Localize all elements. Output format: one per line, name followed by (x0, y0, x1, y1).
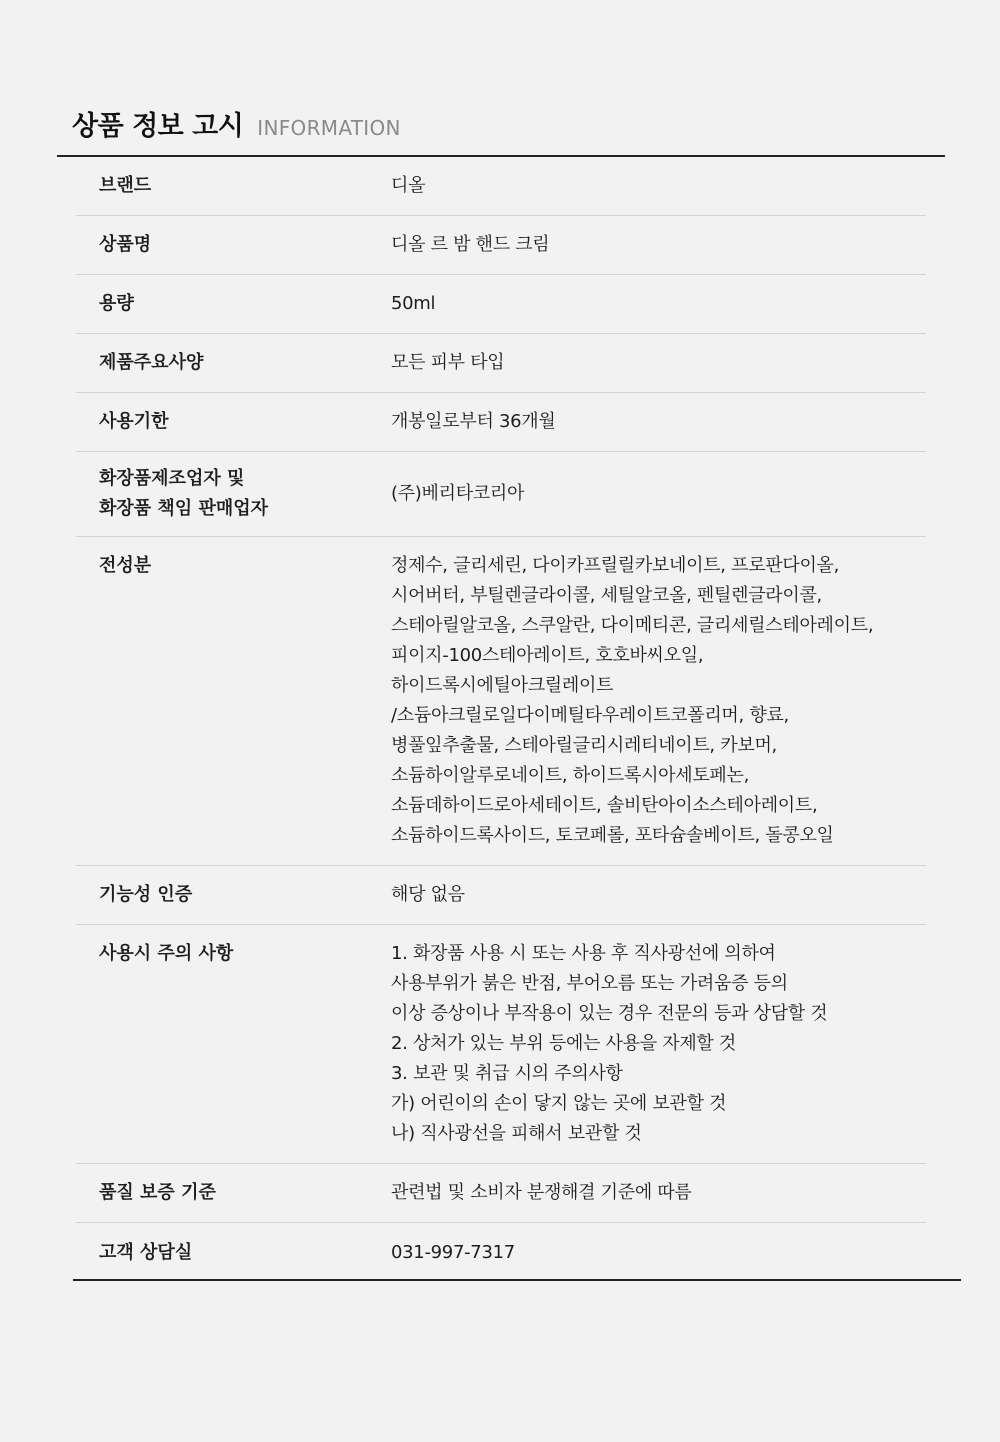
info-row-product-name (76, 216, 926, 275)
info-row-certification (76, 866, 926, 925)
page-header (72, 104, 401, 143)
info-row-main-spec (76, 334, 926, 393)
row-label: 고객 상담실 (99, 1241, 193, 1263)
product-info-table (76, 157, 926, 1282)
row-value: 디올 (391, 175, 426, 196)
row-label: 화장품제조업자 및 화장품 책임 판매업자 (99, 468, 269, 519)
row-label: 브랜드 (99, 175, 152, 196)
row-label: 상품명 (99, 234, 152, 255)
row-label: 사용시 주의 사항 (99, 943, 234, 964)
row-label: 제품주요사양 (99, 352, 204, 373)
row-value: 개봉일로부터 36개월 (391, 411, 556, 432)
info-row-precautions (76, 925, 926, 1164)
page-subtitle: INFORMATION (257, 116, 401, 140)
bottom-divider (73, 1279, 961, 1281)
info-row-manufacturer (76, 452, 926, 537)
info-row-brand (76, 157, 926, 216)
row-value: 정제수, 글리세린, 다이카프릴릴카보네이트, 프로판다이올, 시어버터, 부틸렌글라이콜, 세틸알코올, 펜틸렌글라이콜, 스테아릴알코올, 스쿠알란, 다이메티콘, 글리세릴스테아레이트, 피이지-100스테아레이트, 호호바씨오일, 하이드록시에틸아크릴레이트 /소듐아크릴로일다이메틸타우레이트코폴리머, 향료, 병풀잎추출물, 스테아릴글리시레티네이트, 카보머, 소듐하이알루로네이트, 하이드록시아세토페논, 소듐데하이드로아세테이트, 솔비탄아이소스테아레이트, 소듐하이드록사이드, 토코페롤, 포타슘솔베이트, 돌콩오일 (391, 555, 874, 846)
row-label: 용량 (99, 293, 134, 314)
row-value: 해당 없음 (391, 884, 465, 905)
row-value: 1. 화장품 사용 시 또는 사용 후 직사광선에 의하여 사용부위가 붉은 반점, 부어오름 또는 가려움증 등의 이상 증상이나 부작용이 있는 경우 전문의 등과 상담할 것 2. 상처가 있는 부위 등에는 사용을 자제할 것 3. 보관 및 취급 시의 주의사항 가) 어린이의 손이 닿지 않는 곳에 보관할 것 나) 직사광선을 피해서 보관할 것 (391, 943, 828, 1144)
info-row-volume (76, 275, 926, 334)
row-value: 50ml (391, 293, 436, 314)
row-value: 모든 피부 타입 (391, 352, 505, 373)
row-label: 사용기한 (99, 411, 169, 432)
row-value: 관련법 및 소비자 분쟁해결 기준에 따름 (391, 1182, 692, 1203)
row-value: 031-997-7317 (391, 1241, 515, 1263)
row-label: 품질 보증 기준 (99, 1182, 216, 1203)
row-value: 디올 르 밤 핸드 크림 (391, 234, 550, 255)
row-value: (주)베리타코리아 (391, 483, 525, 504)
row-label: 기능성 인증 (99, 884, 193, 905)
info-row-expiry (76, 393, 926, 452)
info-row-quality-guarantee (76, 1164, 926, 1223)
info-row-customer-service (76, 1223, 926, 1282)
page-title: 상품 정보 고시 (72, 111, 244, 142)
info-row-ingredients (76, 537, 926, 866)
row-label: 전성분 (99, 555, 152, 576)
